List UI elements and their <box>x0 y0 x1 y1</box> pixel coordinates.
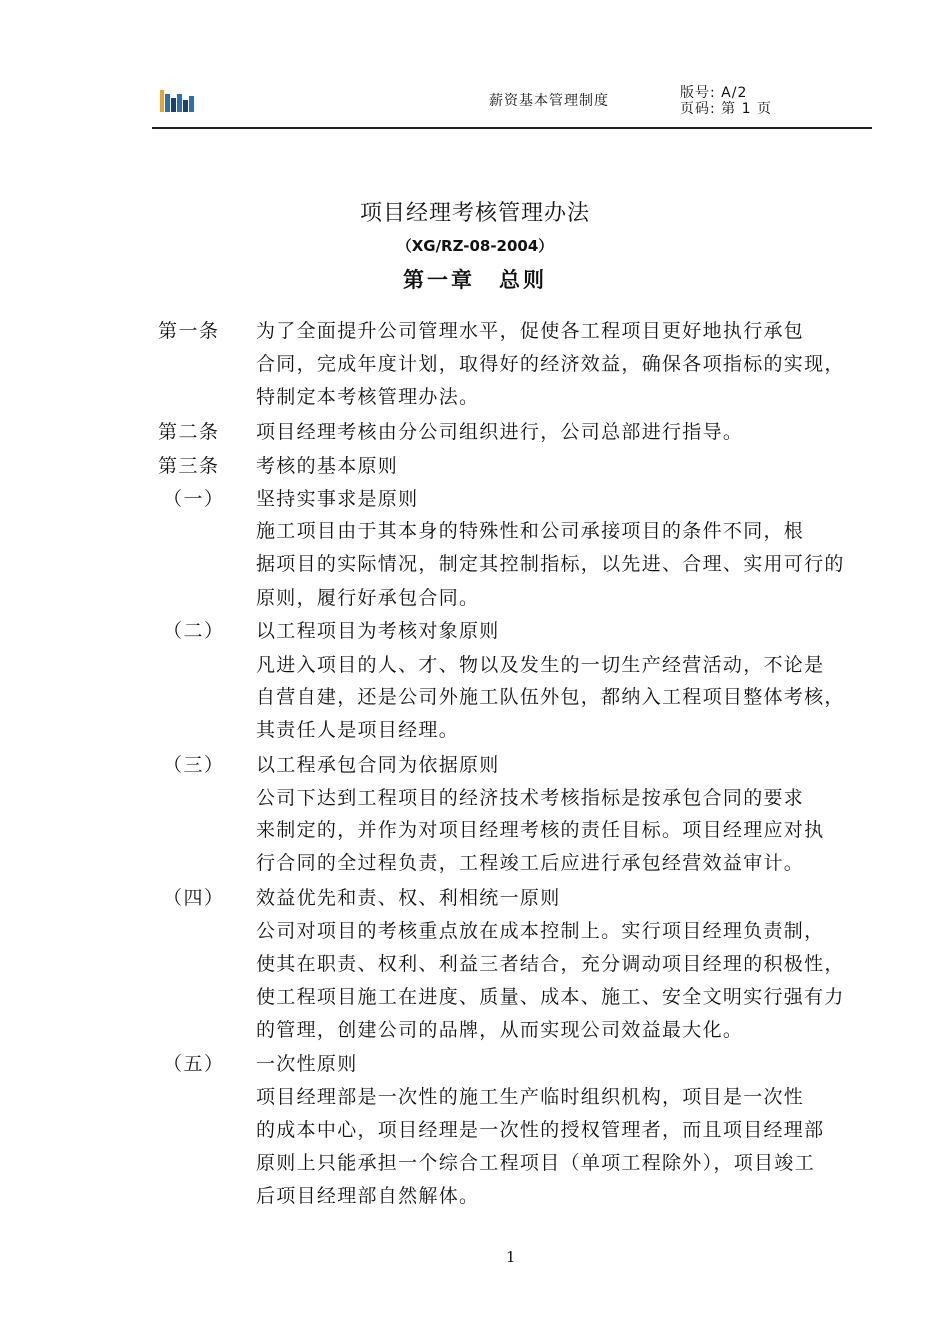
principle-4-line-1: 公司对项目的考核重点放在成本控制上。实行项目经理负责制， <box>256 920 825 942</box>
header-version: 版号: A/2 <box>680 85 748 101</box>
principle-3-line-3: 行合同的全过程负责，工程竣工后应进行承包经营效益审计。 <box>256 852 805 874</box>
principle-4-line-4: 的管理，创建公司的品牌，从而实现公司效益最大化。 <box>256 1019 744 1041</box>
article-3-label: 第三条 <box>158 455 220 477</box>
principle-5-line-2: 的成本中心，项目经理是一次性的授权管理者，而且项目经理部 <box>256 1119 825 1141</box>
article-1-line-3: 特制定本考核管理办法。 <box>256 386 480 408</box>
principle-2-line-1: 凡进入项目的人、才、物以及发生的一切生产经营活动，不论是 <box>256 654 825 676</box>
principle-1-line-1: 施工项目由于其本身的特殊性和公司承接项目的条件不同，根 <box>256 520 805 542</box>
principle-5-heading: 一次性原则 <box>256 1053 358 1075</box>
article-1-line-1: 为了全面提升公司管理水平，促使各工程项目更好地执行承包 <box>256 320 805 342</box>
principle-1-label: （一） <box>163 488 225 510</box>
document-code: （XG/RZ-08-2004） <box>396 237 554 255</box>
principle-4-label: （四） <box>163 887 225 909</box>
principle-2-label: （二） <box>163 620 225 642</box>
principle-3-line-1: 公司下达到工程项目的经济技术考核指标是按承包合同的要求 <box>256 787 805 809</box>
principle-4-line-3: 使工程项目施工在进度、质量、成本、施工、安全文明实行强有力 <box>256 986 845 1008</box>
document-title: 项目经理考核管理办法 <box>359 201 590 226</box>
company-logo <box>160 86 196 112</box>
principle-5-line-1: 项目经理部是一次性的施工生产临时组织机构，项目是一次性 <box>256 1086 805 1108</box>
footer-page-number: 1 <box>506 1248 516 1266</box>
article-3-text: 考核的基本原则 <box>256 455 399 477</box>
article-1-label: 第一条 <box>158 320 220 342</box>
chapter-title: 第一章 总则 <box>403 268 547 292</box>
principle-3-line-2: 来制定的，并作为对项目经理考核的责任目标。项目经理应对执 <box>256 819 825 841</box>
principle-1-line-3: 原则，履行好承包合同。 <box>256 587 480 609</box>
article-2-label: 第二条 <box>158 421 220 443</box>
principle-2-heading: 以工程项目为考核对象原则 <box>256 620 500 642</box>
principle-4-heading: 效益优先和责、权、利相统一原则 <box>256 887 561 909</box>
header-doc-name: 薪资基本管理制度 <box>489 93 609 109</box>
article-2-text: 项目经理考核由分公司组织进行，公司总部进行指导。 <box>256 421 744 443</box>
principle-4-line-2: 使其在职责、权利、利益三者结合，充分调动项目经理的积极性， <box>256 953 845 975</box>
principle-1-heading: 坚持实事求是原则 <box>256 488 419 510</box>
article-1-line-2: 合同，完成年度计划，取得好的经济效益，确保各项指标的实现， <box>256 353 845 375</box>
principle-3-label: （三） <box>163 754 225 776</box>
principle-5-line-4: 后项目经理部自然解体。 <box>256 1185 480 1207</box>
principle-3-heading: 以工程承包合同为依据原则 <box>256 754 500 776</box>
principle-1-line-2: 据项目的实际情况，制定其控制指标，以先进、合理、实用可行的 <box>256 553 845 575</box>
principle-2-line-3: 其责任人是项目经理。 <box>256 719 460 741</box>
principle-2-line-2: 自营自建，还是公司外施工队伍外包，都纳入工程项目整体考核， <box>256 686 845 708</box>
principle-5-label: （五） <box>163 1053 225 1075</box>
principle-5-line-3: 原则上只能承担一个综合工程项目（单项工程除外），项目竣工 <box>256 1152 815 1174</box>
header-divider <box>152 127 872 129</box>
header-page-number: 页码: 第 1 页 <box>680 101 772 117</box>
